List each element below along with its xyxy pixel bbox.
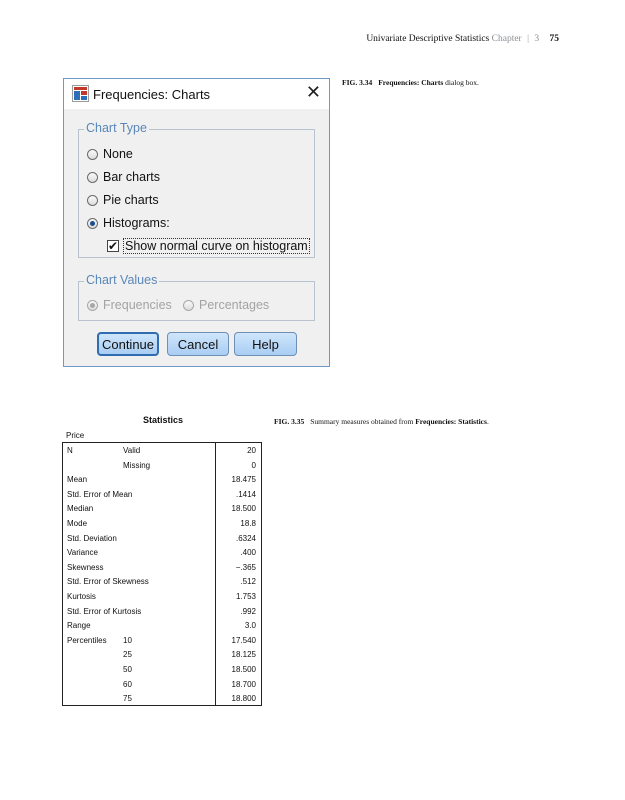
help-button[interactable]: Help [234,332,297,356]
figure-3-34-caption [342,78,479,87]
figure-3-35-caption [274,417,489,426]
row-label: Percentiles [67,635,107,645]
running-head-title: Univariate Descriptive Statistics [366,34,490,44]
caption-bold: Frequencies: Charts [378,78,444,87]
row-value: 18.8 [240,519,256,528]
radio-frequencies[interactable] [87,297,172,313]
row-value: 3.0 [244,621,256,631]
row-sublabel: Missing [123,460,151,470]
dialog-titlebar [64,79,329,109]
row-sublabel: 60 [123,679,132,689]
radio-button-disabled-selected[interactable] [87,300,98,311]
normal-curve-checkbox[interactable] [107,238,310,254]
chapter-number: 3 [534,34,540,44]
radio-none[interactable] [87,146,133,162]
row-value: 18.500 [231,504,256,514]
radio-button[interactable] [87,172,98,183]
table-row [63,445,261,460]
table-row [63,533,261,548]
radio-button-selected[interactable] [87,218,98,229]
figure-label: FIG. 3.35 [274,417,305,426]
caption-bold: Frequencies: Statistics [415,417,487,426]
row-label: Skewness [67,562,104,572]
radio-pie-charts-label: Pie charts [103,193,159,207]
table-row [63,503,261,518]
dialog-body [64,109,329,366]
table-row [63,474,261,489]
row-value: 18.125 [231,650,256,660]
table-row [63,562,261,577]
row-label: Mean [67,475,88,485]
row-value: 18.500 [231,665,256,674]
statistics-title: Statistics [143,415,184,425]
row-sublabel: 75 [123,694,132,704]
table-row [63,620,261,635]
separator: | [527,34,529,44]
figure-label: FIG. 3.34 [342,78,373,87]
radio-button-disabled[interactable] [183,300,194,311]
row-sublabel: 50 [123,665,132,674]
table-row [63,518,261,533]
checkbox-checked-icon[interactable]: ✔ [107,239,119,253]
row-label: Std. Error of Skewness [67,577,149,587]
row-label: Std. Deviation [67,533,117,543]
table-row [63,649,261,664]
chart-values-legend: Chart Values [86,273,158,287]
radio-frequencies-label: Frequencies [103,298,172,312]
cancel-button[interactable]: Cancel [167,332,229,356]
spss-app-icon [72,85,89,102]
row-value: .400 [240,548,256,558]
row-sublabel: 10 [123,635,132,645]
row-value: −.365 [235,562,256,572]
continue-button[interactable]: Continue [97,332,159,356]
chapter-label: Chapter [491,34,522,44]
row-sublabel: Valid [123,446,141,455]
table-row [63,606,261,621]
statistics-table [62,442,262,706]
chart-type-legend: Chart Type [86,121,147,135]
row-value: .992 [240,606,256,616]
row-value: 0 [251,460,256,470]
radio-bar-charts-label: Bar charts [103,170,160,184]
row-value: 1.753 [235,592,256,601]
radio-percentages[interactable] [183,297,269,313]
row-label: Mode [67,519,88,528]
radio-button[interactable] [87,195,98,206]
row-label: Std. Error of Kurtosis [67,606,142,616]
running-head [366,34,559,44]
table-row [63,547,261,562]
table-row [63,489,261,504]
row-value: 17.540 [231,635,256,645]
page-number: 75 [549,34,559,44]
dialog-title: Frequencies: Charts [93,87,211,102]
row-label: Range [67,621,91,631]
caption-end: . [486,417,489,426]
radio-percentages-label: Percentages [199,298,270,312]
table-row [63,693,261,708]
radio-histograms[interactable] [87,215,170,231]
row-value: .512 [240,577,256,587]
row-label: Kurtosis [67,592,96,601]
caption-text: Summary measures obtained from [310,417,416,426]
row-label: Variance [67,548,98,558]
row-value: .6324 [235,533,256,543]
frequencies-charts-dialog [63,78,330,367]
row-label: N [67,446,73,455]
radio-histograms-label: Histograms: [103,216,170,230]
radio-button[interactable] [87,149,98,160]
table-row [63,576,261,591]
chart-type-group [78,121,315,258]
row-value: 18.700 [231,679,256,689]
row-value: 18.475 [231,475,256,485]
caption-text: dialog box. [443,78,479,87]
normal-curve-label: Show normal curve on histogram [125,239,308,253]
table-row [63,591,261,606]
row-label: Median [67,504,94,514]
close-icon[interactable]: ✕ [305,82,321,102]
radio-bar-charts[interactable] [87,169,160,185]
row-sublabel: 25 [123,650,132,660]
chart-values-group [78,273,315,321]
row-value: .1414 [235,489,256,499]
radio-pie-charts[interactable] [87,192,159,208]
statistics-variable: Price [66,431,85,440]
row-value: 20 [247,446,256,455]
radio-none-label: None [103,147,133,161]
table-row [63,679,261,694]
table-row [63,664,261,679]
row-label: Std. Error of Mean [67,489,133,499]
row-value: 18.800 [231,694,256,704]
table-row [63,635,261,650]
table-row [63,460,261,475]
